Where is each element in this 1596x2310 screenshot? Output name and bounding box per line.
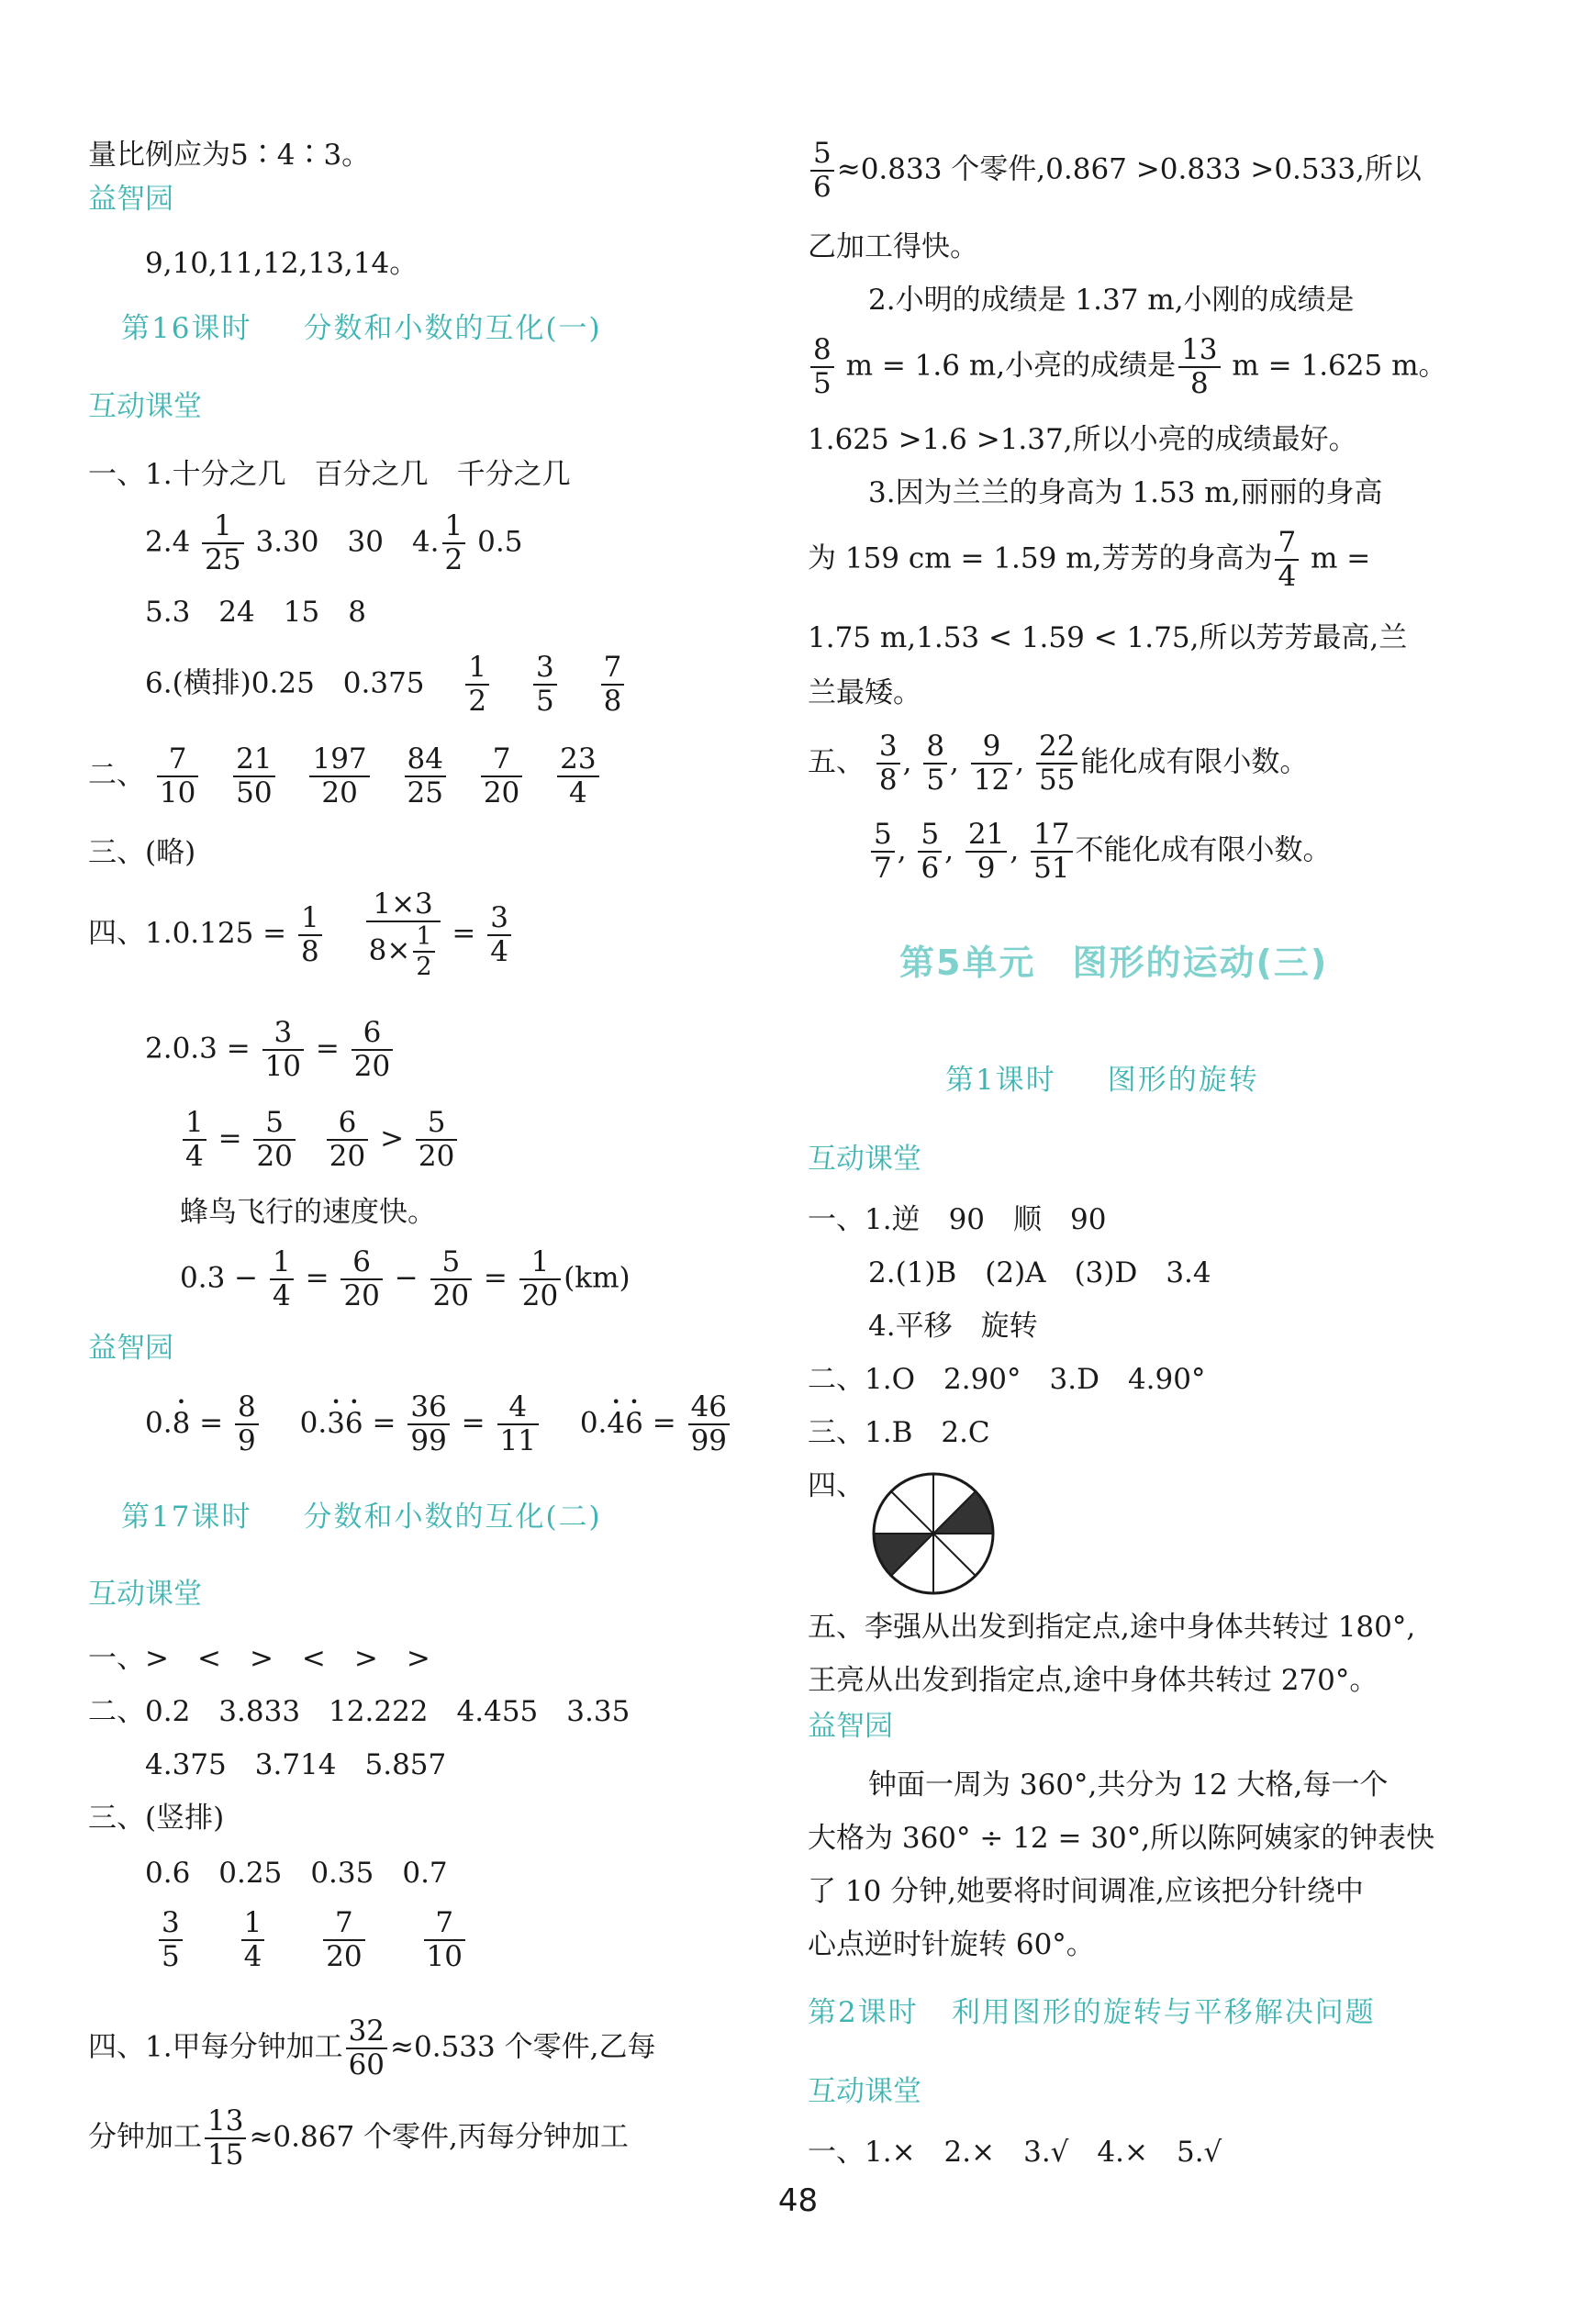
denominator: 20 xyxy=(432,1279,470,1312)
answer-line: 二、1.O 2.90° 3.D 4.90° xyxy=(808,1363,1206,1396)
answer-line xyxy=(88,2104,629,2171)
separator: , xyxy=(1010,833,1020,867)
denominator: 9 xyxy=(977,852,996,885)
fraction xyxy=(323,1906,364,1973)
answer-line xyxy=(868,820,1332,883)
answer-line: 一、1.× 2.× 3.√ 4.× 5.√ xyxy=(808,2136,1222,2169)
numerator: 8 xyxy=(235,1393,259,1425)
fraction xyxy=(519,1245,561,1312)
numerator: 13 xyxy=(1178,336,1220,368)
numerator: 22 xyxy=(1036,732,1077,764)
numerator: 5 xyxy=(871,820,895,853)
answer-line: 5.3 24 15 8 xyxy=(145,596,366,629)
lesson-title: 第2课时 xyxy=(808,1996,919,2029)
text: ≈0.533 个零件,乙每 xyxy=(390,2030,656,2064)
answer-line xyxy=(808,139,1422,202)
equals: = xyxy=(315,1032,340,1066)
answer-line xyxy=(88,887,514,981)
fraction xyxy=(253,1106,295,1173)
numerator: 1 xyxy=(413,924,434,953)
unit: (km) xyxy=(564,1261,631,1295)
fraction xyxy=(557,742,598,809)
fraction xyxy=(405,742,446,809)
denominator: 15 xyxy=(207,2138,244,2171)
separator: , xyxy=(950,745,959,779)
repeating-digit: • 8 xyxy=(173,1410,191,1438)
fraction xyxy=(487,900,511,968)
lesson-title: 第17课时 xyxy=(121,1501,252,1534)
lesson-16-heading xyxy=(121,312,602,345)
numerator: 9 xyxy=(971,732,1012,764)
section-heading-yizhiyuan: 益智园 xyxy=(808,1710,893,1743)
answer-line xyxy=(808,732,1308,795)
fraction xyxy=(309,742,369,809)
answer-line: 二、0.2 3.833 12.222 4.455 3.35 xyxy=(88,1695,631,1728)
text: 二、 xyxy=(88,758,145,792)
numerator: 23 xyxy=(557,745,598,777)
denominator: 25 xyxy=(407,776,443,809)
fraction xyxy=(407,1390,449,1457)
denominator xyxy=(366,922,441,979)
division-lines xyxy=(874,1474,993,1593)
answer-line: 王亮从出发到指定点,途中身体共转过 270°。 xyxy=(808,1664,1378,1697)
denominator: 5 xyxy=(813,367,831,400)
text: 2.4 xyxy=(145,525,191,559)
answer-line xyxy=(180,1106,460,1173)
repeating-digit: • 4 xyxy=(607,1410,625,1438)
text: 五、 xyxy=(808,745,865,779)
numerator: 13 xyxy=(205,2107,246,2139)
answer-line: 三、(略) xyxy=(88,836,196,869)
numerator: 1 xyxy=(270,1248,294,1280)
fraction xyxy=(340,1245,382,1312)
text: 0.5 xyxy=(477,525,523,559)
numerator: 7 xyxy=(424,1909,465,1941)
text-line: 量比例应为5∶4∶3。 xyxy=(88,139,371,172)
fraction xyxy=(430,1245,472,1312)
fraction xyxy=(965,820,1007,883)
equals: = xyxy=(483,1261,508,1295)
answer-line: 4.平移 旋转 xyxy=(868,1310,1038,1343)
denominator: 12 xyxy=(973,764,1010,797)
answer-line xyxy=(145,1016,396,1083)
fraction xyxy=(533,653,557,716)
text: m = 1.6 m,小亮的成绩是 xyxy=(845,349,1177,383)
lesson-subtitle: 分数和小数的互化(二) xyxy=(303,1501,602,1534)
denominator: 20 xyxy=(418,1140,455,1173)
fraction xyxy=(1275,526,1299,593)
answer-line: 三、(竖排) xyxy=(88,1802,225,1835)
denominator: 11 xyxy=(499,1424,536,1457)
numerator: 1 xyxy=(465,653,489,686)
lesson-2-heading xyxy=(808,1996,1376,2029)
denominator: 55 xyxy=(1038,764,1076,797)
text: 0. xyxy=(299,1406,328,1440)
numerator: 3 xyxy=(876,732,900,764)
numerator: 1 xyxy=(202,512,243,544)
fraction xyxy=(971,732,1012,795)
answer-line: 兰最矮。 xyxy=(808,676,921,709)
equals: = xyxy=(652,1406,676,1440)
answer-line: 蜂鸟飞行的速度快。 xyxy=(180,1196,436,1229)
answer-line: 三、1.B 2.C xyxy=(808,1416,990,1449)
answer-line: 四、 xyxy=(808,1469,865,1502)
section-heading-yizhiyuan: 益智园 xyxy=(88,1332,173,1365)
denominator: 51 xyxy=(1033,852,1070,885)
lesson-17-heading xyxy=(121,1503,602,1532)
numerator: 5 xyxy=(430,1248,472,1280)
section-heading-hudongketang: 互动课堂 xyxy=(88,390,202,423)
answer-line: 一、1.逆 90 顺 90 xyxy=(808,1203,1107,1236)
numerator: 8 xyxy=(810,336,834,368)
numerator: 8 xyxy=(923,732,947,764)
denominator: 20 xyxy=(326,1940,363,1973)
separator: , xyxy=(902,745,912,779)
answer-line: 0.6 0.25 0.35 0.7 xyxy=(145,1857,448,1890)
denominator: 20 xyxy=(353,1050,391,1083)
lesson-subtitle: 分数和小数的互化(一) xyxy=(303,312,602,345)
denominator: 10 xyxy=(159,776,196,809)
denominator: 99 xyxy=(410,1424,447,1457)
text: 能化成有限小数。 xyxy=(1080,745,1309,779)
answer-line: 4.375 3.714 5.857 xyxy=(145,1748,447,1781)
numerator: 3 xyxy=(262,1019,304,1051)
denominator: 20 xyxy=(483,776,520,809)
numerator: 6 xyxy=(352,1019,393,1051)
denominator: 4 xyxy=(185,1140,204,1173)
denominator: 10 xyxy=(264,1050,302,1083)
answer-line xyxy=(808,526,1371,593)
denominator: 25 xyxy=(205,543,241,576)
denominator: 9 xyxy=(238,1424,256,1457)
text: ≈0.833 个零件,0.867 >0.833 >0.533,所以 xyxy=(836,152,1422,186)
greater-than: > xyxy=(380,1122,405,1155)
answer-line: 钟面一周为 360°,共分为 12 大格,每一个 xyxy=(868,1769,1389,1802)
text: 0.3 − xyxy=(180,1261,259,1295)
fraction xyxy=(233,742,274,809)
denominator: 2 xyxy=(416,953,432,981)
numerator: 7 xyxy=(323,1909,364,1941)
numerator: 3 xyxy=(487,904,511,936)
denominator: 20 xyxy=(521,1279,559,1312)
fraction xyxy=(413,924,434,979)
equals: = xyxy=(372,1406,396,1440)
repeating-digit: • 3 xyxy=(327,1410,345,1438)
fraction xyxy=(270,1245,294,1312)
fraction xyxy=(1031,820,1072,883)
fraction xyxy=(352,1016,393,1083)
denominator: 60 xyxy=(348,2048,385,2081)
shaded-sector xyxy=(874,1534,933,1576)
equals: = xyxy=(461,1406,485,1440)
fraction xyxy=(202,509,243,576)
denominator: 6 xyxy=(813,171,831,204)
numerator: 5 xyxy=(810,139,834,172)
denominator: 6 xyxy=(921,852,940,885)
answer-line: 了 10 分钟,她要将时间调准,应该把分针绕中 xyxy=(808,1875,1364,1908)
equals: = xyxy=(218,1122,242,1155)
equals: = xyxy=(199,1406,224,1440)
denominator: 4 xyxy=(243,1940,262,1973)
text: 四、1.0.125 = xyxy=(88,917,287,950)
numerator: 7 xyxy=(157,745,198,777)
numerator: 46 xyxy=(688,1393,730,1425)
numerator: 3 xyxy=(533,653,557,686)
page-number: 48 xyxy=(777,2182,819,2219)
fraction xyxy=(262,1016,304,1083)
denominator: 4 xyxy=(1278,560,1297,593)
lesson-subtitle: 图形的旋转 xyxy=(1107,1064,1259,1097)
fraction xyxy=(601,653,625,716)
numerator: 3 xyxy=(159,1909,183,1941)
equals: = xyxy=(305,1261,329,1295)
numerator: 21 xyxy=(233,745,274,777)
answer-line: 3.因为兰兰的身高为 1.53 m,丽丽的身高 xyxy=(868,476,1383,509)
text: 为 159 cm = 1.59 m,芳芳的身高为 xyxy=(808,541,1273,575)
minus: − xyxy=(394,1261,419,1295)
text: 0. xyxy=(145,1406,173,1440)
answer-line: 一、1.十分之几 百分之几 千分之几 xyxy=(88,458,571,491)
fraction xyxy=(346,2014,387,2081)
fraction xyxy=(876,732,900,795)
fraction xyxy=(1036,732,1077,795)
shaded-sector xyxy=(933,1491,993,1534)
numerator: 17 xyxy=(1031,820,1072,853)
answer-line: 2.小明的成绩是 1.37 m,小刚的成绩是 xyxy=(868,284,1355,317)
section-heading-yizhiyuan: 益智园 xyxy=(88,183,173,216)
lesson-subtitle: 利用图形的旋转与平移解决问题 xyxy=(951,1996,1376,2029)
numerator: 4 xyxy=(497,1393,539,1425)
answer-line: 乙加工得快。 xyxy=(808,230,978,263)
fraction xyxy=(810,333,834,400)
text: 6.(横排)0.25 0.375 xyxy=(145,666,425,700)
complex-fraction xyxy=(366,887,441,981)
unit-5-heading xyxy=(899,943,1329,983)
denominator: 8 xyxy=(1189,367,1209,400)
lesson-1-heading xyxy=(945,1066,1259,1095)
answer-line xyxy=(145,653,627,716)
denominator: 5 xyxy=(162,1940,180,1973)
numerator: 32 xyxy=(346,2017,387,2049)
denominator: 7 xyxy=(874,852,892,885)
unit-subtitle: 图形的运动(三) xyxy=(1072,943,1329,983)
denominator: 10 xyxy=(426,1940,463,1973)
numerator: 84 xyxy=(405,745,446,777)
fraction xyxy=(424,1906,465,1973)
answer-line: 2.(1)B (2)A (3)D 3.4 xyxy=(868,1256,1211,1289)
denominator: 50 xyxy=(236,776,273,809)
text: ≈0.867 个零件,丙每分钟加工 xyxy=(249,2120,629,2154)
text: 分钟加工 xyxy=(88,2120,202,2154)
answer-line xyxy=(145,1390,732,1457)
fraction xyxy=(481,742,522,809)
denominator: 2 xyxy=(468,685,487,718)
numerator: 7 xyxy=(481,745,522,777)
repeating-digit: • 6 xyxy=(345,1410,363,1438)
text: 2.0.3 = xyxy=(145,1032,251,1066)
text: m = 1.625 m。 xyxy=(1232,349,1447,383)
answer-line xyxy=(88,742,602,809)
numerator: 197 xyxy=(309,745,369,777)
numerator: 7 xyxy=(601,653,625,686)
denominator: 20 xyxy=(343,1279,380,1312)
fraction xyxy=(810,139,834,202)
denominator: 20 xyxy=(256,1140,293,1173)
numerator: 6 xyxy=(340,1248,382,1280)
fraction xyxy=(235,1390,259,1457)
fraction xyxy=(183,1106,206,1173)
fraction xyxy=(923,732,947,795)
fraction xyxy=(205,2104,246,2171)
numerator: 21 xyxy=(965,820,1007,853)
text: 四、1.甲每分钟加工 xyxy=(88,2030,343,2064)
answer-line: 大格为 360° ÷ 12 = 30°,所以陈阿姨家的钟表快 xyxy=(808,1822,1435,1855)
section-heading-hudongketang: 互动课堂 xyxy=(808,2075,921,2108)
fraction xyxy=(298,900,322,968)
numerator: 1×3 xyxy=(366,890,441,922)
separator: , xyxy=(1015,745,1025,779)
answer-line xyxy=(145,509,523,576)
denominator: 8 xyxy=(878,764,898,797)
denominator: 5 xyxy=(926,764,945,797)
denominator: 20 xyxy=(329,1140,366,1173)
denominator: 99 xyxy=(690,1424,728,1457)
fraction xyxy=(497,1390,539,1457)
fraction xyxy=(157,742,198,809)
denominator: 5 xyxy=(536,685,554,718)
numerator: 7 xyxy=(1275,529,1299,561)
lesson-title: 第1课时 xyxy=(945,1064,1056,1097)
text: 0. xyxy=(579,1406,608,1440)
numerator: 5 xyxy=(253,1109,295,1141)
answer-line xyxy=(156,1906,468,1973)
answer-line: 1.75 m,1.53 < 1.59 < 1.75,所以芳芳最高,兰 xyxy=(808,621,1408,654)
fraction xyxy=(918,820,942,883)
text: 不能化成有限小数。 xyxy=(1075,833,1332,867)
answer-line: 心点逆时针旋转 60°。 xyxy=(808,1928,1095,1961)
separator: , xyxy=(897,833,907,867)
fraction xyxy=(327,1106,368,1173)
numerator: 1 xyxy=(519,1248,561,1280)
numerator: 6 xyxy=(327,1109,368,1141)
denominator: 8 xyxy=(603,685,622,718)
fraction xyxy=(688,1390,730,1457)
numerator: 5 xyxy=(416,1109,457,1141)
fraction xyxy=(465,653,489,716)
text: 3.30 30 4. xyxy=(255,525,440,559)
numerator: 5 xyxy=(918,820,942,853)
text: 8× xyxy=(368,933,411,967)
unit-title: 第5单元 xyxy=(899,943,1036,983)
denominator: 4 xyxy=(569,776,587,809)
text: m = xyxy=(1311,541,1371,575)
answer-line: 9,10,11,12,13,14。 xyxy=(145,247,419,280)
rotated-circle-figure xyxy=(868,1468,999,1599)
numerator: 1 xyxy=(298,904,322,936)
numerator: 36 xyxy=(407,1393,449,1425)
answer-line: 一、> < > < > > xyxy=(88,1642,430,1675)
denominator: 20 xyxy=(321,776,358,809)
denominator: 4 xyxy=(273,1279,291,1312)
fraction xyxy=(871,820,895,883)
fraction xyxy=(159,1906,183,1973)
answer-line: 1.625 >1.6 >1.37,所以小亮的成绩最好。 xyxy=(808,423,1357,456)
fraction xyxy=(416,1106,457,1173)
repeating-digit: • 6 xyxy=(625,1410,643,1438)
numerator: 1 xyxy=(183,1109,206,1141)
answer-line xyxy=(808,333,1447,400)
lesson-title: 第16课时 xyxy=(121,312,252,345)
numerator: 1 xyxy=(241,1909,265,1941)
section-heading-hudongketang: 互动课堂 xyxy=(88,1578,202,1611)
fraction xyxy=(241,1906,265,1973)
fraction xyxy=(1178,333,1220,400)
answer-line xyxy=(180,1245,631,1312)
section-heading-hudongketang: 互动课堂 xyxy=(808,1143,921,1176)
answer-line xyxy=(88,2014,656,2081)
separator: , xyxy=(944,833,954,867)
denominator: 4 xyxy=(490,934,508,968)
answer-line: 五、李强从出发到指定点,途中身体共转过 180°, xyxy=(808,1611,1416,1644)
equals: = xyxy=(452,917,476,950)
fraction xyxy=(442,509,466,576)
numerator: 1 xyxy=(442,512,466,544)
denominator: 2 xyxy=(444,543,463,576)
denominator: 8 xyxy=(301,934,319,968)
